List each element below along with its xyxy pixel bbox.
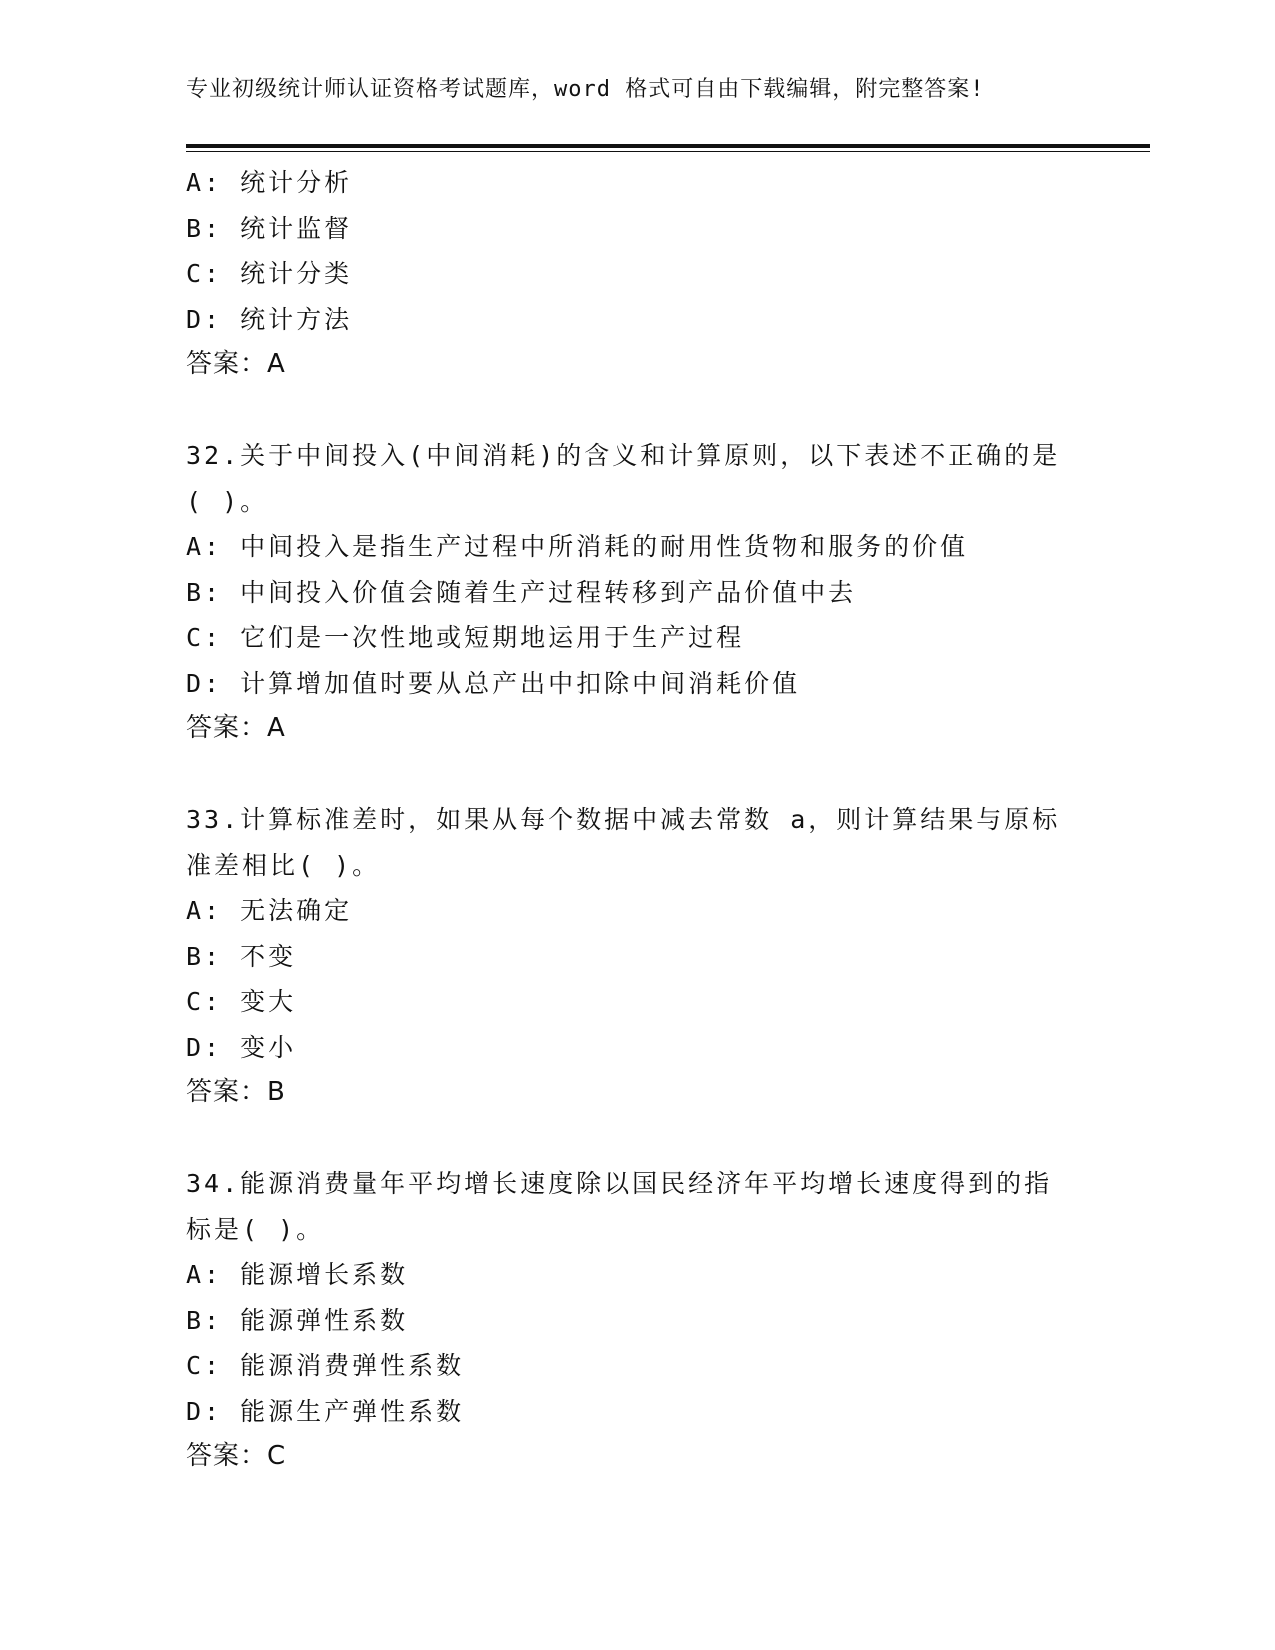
option-d: D: 计算增加值时要从总产出中扣除中间消耗价值 [186,668,801,698]
spacer [186,1116,1086,1162]
question-31 [186,160,1086,388]
answer: 答案：A [186,349,286,379]
question-stem: 32.关于中间投入(中间消耗)的含义和计算原则，以下表述不正确的是 [186,441,1061,470]
option-c: C: 它们是一次性地或短期地运用于生产过程 [186,623,745,652]
option-a: A: 中间投入是指生产过程中所消耗的耐用性货物和服务的价值 [186,532,969,561]
option-a: A: 能源增长系数 [186,1260,409,1289]
question-stem-continuation: ( )。 [186,486,269,516]
option-a: A: 统计分析 [186,168,353,197]
option-a: A: 无法确定 [186,896,353,925]
page-header: 专业初级统计师认证资格考试题库，word 格式可自由下载编辑，附完整答案! [186,77,985,102]
question-stem-continuation: 标是( )。 [186,1214,325,1244]
option-b: B: 统计监督 [186,213,353,243]
option-c: C: 变大 [186,987,297,1016]
spacer [186,388,1086,434]
option-d: D: 统计方法 [186,304,353,334]
option-d: D: 能源生产弹性系数 [186,1396,465,1426]
question-stem-continuation: 准差相比( )。 [186,850,381,880]
option-c: C: 能源消费弹性系数 [186,1351,465,1380]
question-stem: 34.能源消费量年平均增长速度除以国民经济年平均增长速度得到的指 [186,1169,1053,1198]
option-c: C: 统计分类 [186,259,353,288]
header-rule-thin [186,151,1150,152]
answer: 答案：B [186,1077,286,1107]
question-34 [186,1161,1086,1480]
option-b: B: 不变 [186,941,297,971]
option-b: B: 中间投入价值会随着生产过程转移到产品价值中去 [186,577,857,607]
option-b: B: 能源弹性系数 [186,1305,409,1335]
header-rule-thick [186,144,1150,148]
question-32 [186,433,1086,752]
answer: 答案：A [186,713,286,743]
answer: 答案：C [186,1441,287,1471]
spacer [186,752,1086,798]
option-d: D: 变小 [186,1032,297,1062]
question-33 [186,797,1086,1116]
question-list [186,160,1086,1480]
question-stem: 33.计算标准差时，如果从每个数据中减去常数 a，则计算结果与原标 [186,805,1061,834]
